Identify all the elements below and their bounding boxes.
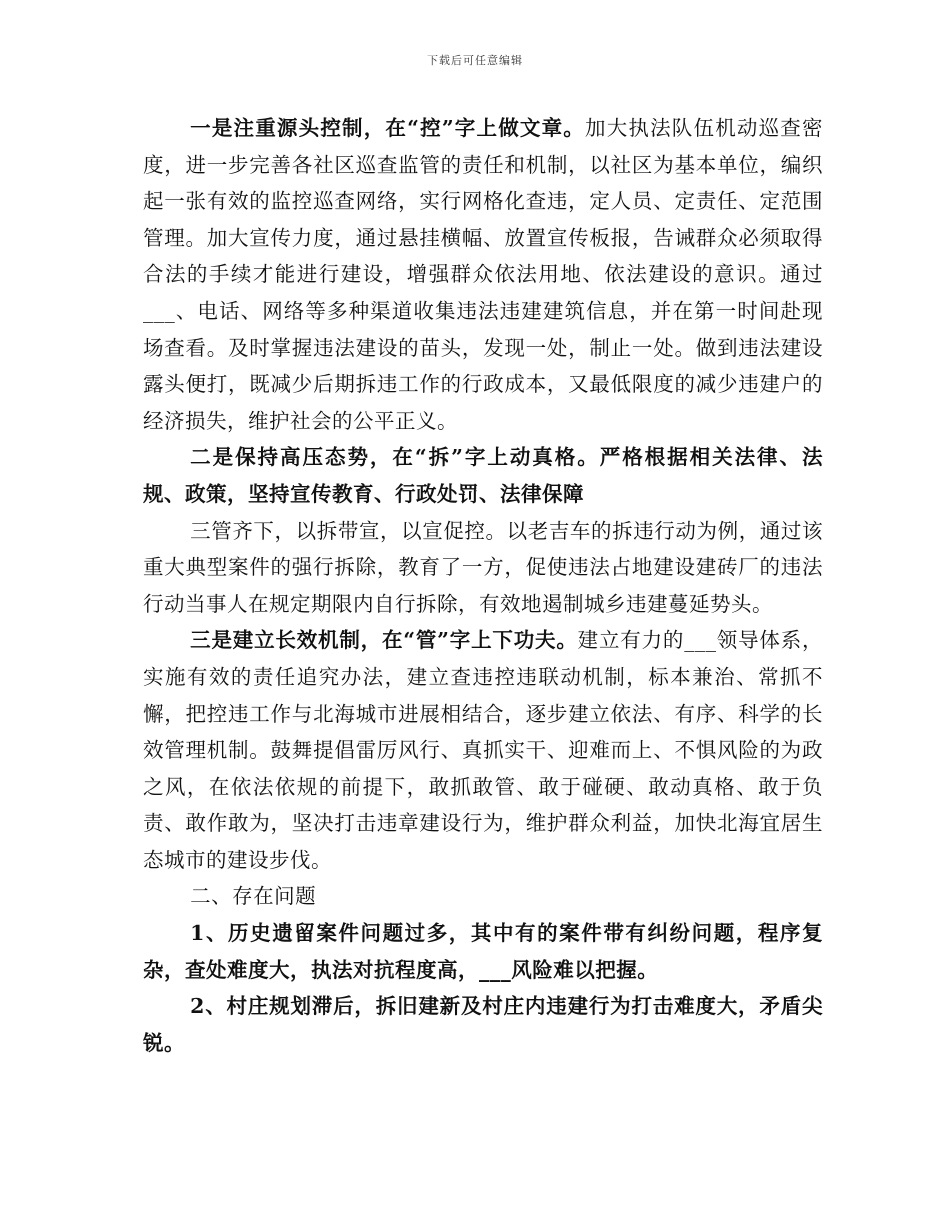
- paragraph-demolition-example: [143, 513, 823, 623]
- paragraph-source-control: [143, 110, 823, 439]
- paragraph-lead: 一是注重源头控制，在“控”字上做文章。: [190, 116, 585, 140]
- paragraph-long-term-mechanism: [143, 622, 823, 878]
- paragraph-high-pressure: [143, 439, 823, 512]
- paragraph-lead: 二是保持高压态势，在“拆”字上动真格。严格根据相关法律、法规、政策，坚持宣传教育、行政处罚、法律保障: [143, 445, 823, 506]
- problem-item-1: 1、历史遗留案件问题过多，其中有的案件带有纠纷问题，程序复杂，查处难度大，执法对抗程度高，___风险难以把握。: [143, 921, 823, 982]
- paragraph-lead: 三是建立长效机制，在“管”字上下功夫。: [190, 628, 578, 653]
- paragraph-body: 加大执法队伍机动巡查密度，进一步完善各社区巡查监管的责任和机制，以社区为基本单位，编织起一张有效的监控巡查网络，实行网格化查违，定人员、定责任、定范围管理。加大宣传力度，通过悬挂横幅、放置宣传板报，告诫群众必须取得合法的手续才能进行建设，增强群众依法用地、依法建设的意识。通过___、电话、网络等多种渠道收集违法违建建筑信息，并在第一时间赴现场查看。及时掌握违法建设的苗头，发现一处，制止一处。做到违法建设露头便打，既减少后期拆违工作的行政成本，又最低限度的减少违建户的经济损失，维护社会的公平正义。: [143, 116, 823, 433]
- document-body: [143, 110, 823, 1061]
- section-heading: 二、存在问题: [190, 884, 317, 909]
- page-header: 下载后可任意编辑: [427, 54, 523, 67]
- paragraph-body: 建立有力的___领导体系，实施有效的责任追究办法，建立查违控违联动机制，标本兼治、常抓不懈，把控违工作与北海城市进展相结合，逐步建立依法、有序、科学的长效管理机制。鼓舞提倡雷厉风行、真抓实干、迎难而上、不惧风险的为政之风，在依法依规的前提下，敢抓敢管、敢于碰硬、敢动真格、敢于负责、敢作敢为，坚决打击违章建设行为，维护群众利益，加快北海宜居生态城市的建设步伐。: [143, 628, 823, 872]
- problem-item-2: 2、村庄规划滞后，拆旧建新及村庄内违建行为打击难度大，矛盾尖锐。: [143, 994, 823, 1055]
- paragraph-body: 三管齐下，以拆带宣，以宣促控。以老吉车的拆违行动为例，通过该重大典型案件的强行拆除，教育了一方，促使违法占地建设建砖厂的违法行动当事人在规定期限内自行拆除，有效地遏制城乡违建蔓延势头。: [143, 518, 823, 616]
